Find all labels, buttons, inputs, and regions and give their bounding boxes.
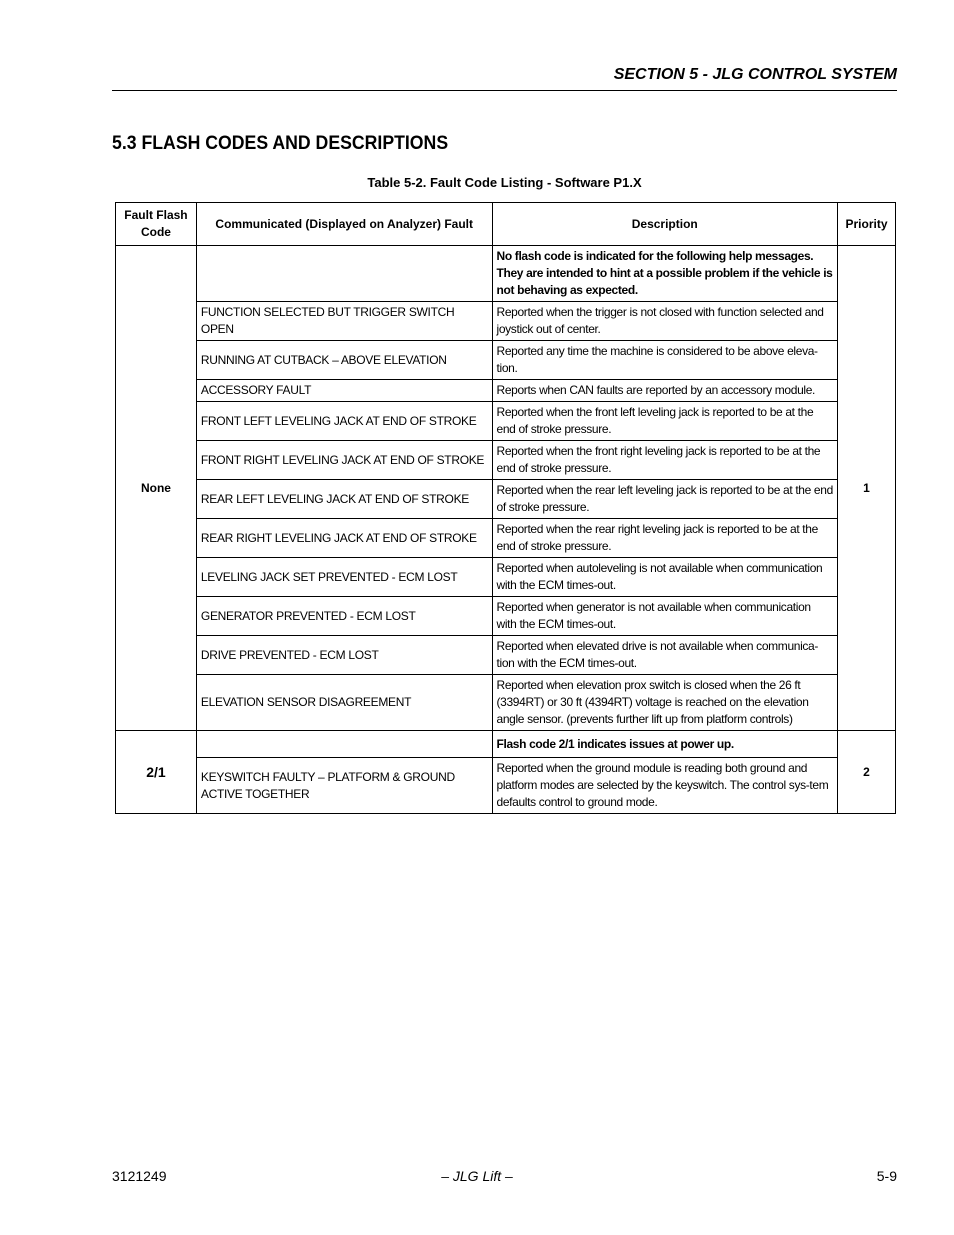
- section-header-text: SECTION 5 - JLG CONTROL SYSTEM: [613, 66, 897, 83]
- description-cell: Reported when generator is not available when communication with the ECM times-out.: [492, 597, 837, 636]
- fault-cell: [196, 731, 492, 758]
- description-cell: Reported any time the machine is considered to be above eleva-tion.: [492, 341, 837, 380]
- table-row: [116, 441, 896, 480]
- description-cell: No flash code is indicated for the following help messages. They are intended to hint at a possible problem if the vehicle is not behaving as expected.: [492, 246, 837, 302]
- table-row: [116, 758, 896, 814]
- description-cell: Reported when elevation prox switch is closed when the 26 ft (3394RT) or 30 ft (4394RT) voltage is reached on the elevation angle sensor. (prevents further lift up from platform controls): [492, 675, 837, 731]
- table-row: [116, 341, 896, 380]
- page-header: [112, 62, 897, 91]
- table-row: [116, 597, 896, 636]
- fault-cell: FRONT RIGHT LEVELING JACK AT END OF STROKE: [196, 441, 492, 480]
- table-row: [116, 380, 896, 402]
- fault-cell: LEVELING JACK SET PREVENTED - ECM LOST: [196, 558, 492, 597]
- table-row: [116, 402, 896, 441]
- fault-flash-code-cell: None: [116, 246, 197, 731]
- fault-cell: RUNNING AT CUTBACK – ABOVE ELEVATION: [196, 341, 492, 380]
- table-caption: Table 5-2. Fault Code Listing - Software P1.X: [367, 175, 642, 190]
- section-title: 5.3 FLASH CODES AND DESCRIPTIONS: [112, 133, 449, 154]
- footer-publisher: – JLG Lift –: [441, 1168, 513, 1184]
- table-row: [116, 636, 896, 675]
- priority-cell: 2: [837, 731, 895, 814]
- description-cell: Flash code 2/1 indicates issues at power up.: [492, 731, 837, 758]
- fault-cell: FRONT LEFT LEVELING JACK AT END OF STROKE: [196, 402, 492, 441]
- description-cell: Reported when the trigger is not closed with function selected and joystick out of center.: [492, 302, 837, 341]
- priority-cell: 1: [837, 246, 895, 731]
- fault-flash-code-cell: 2/1: [116, 731, 197, 814]
- fault-cell: ACCESSORY FAULT: [196, 380, 492, 402]
- header-communicated-fault: Communicated (Displayed on Analyzer) Fault: [196, 203, 492, 246]
- fault-cell: ELEVATION SENSOR DISAGREEMENT: [196, 675, 492, 731]
- header-description: Description: [492, 203, 837, 246]
- table-row: [116, 519, 896, 558]
- footer-page-number: 5-9: [876, 1168, 897, 1184]
- fault-cell: KEYSWITCH FAULTY – PLATFORM & GROUND ACTIVE TOGETHER: [196, 758, 492, 814]
- fault-cell: REAR RIGHT LEVELING JACK AT END OF STROKE: [196, 519, 492, 558]
- fault-cell: FUNCTION SELECTED BUT TRIGGER SWITCH OPEN: [196, 302, 492, 341]
- table-row: [116, 558, 896, 597]
- fault-cell: REAR LEFT LEVELING JACK AT END OF STROKE: [196, 480, 492, 519]
- fault-cell: DRIVE PREVENTED - ECM LOST: [196, 636, 492, 675]
- description-cell: Reported when the rear left leveling jack is reported to be at the end of stroke pressure.: [492, 480, 837, 519]
- table-row: [116, 731, 896, 758]
- table-row: [116, 246, 896, 302]
- header-fault-flash-code: Fault Flash Code: [116, 203, 197, 246]
- description-cell: Reported when autoleveling is not available when communication with the ECM times-out.: [492, 558, 837, 597]
- fault-code-table: [115, 202, 896, 814]
- description-cell: Reports when CAN faults are reported by an accessory module.: [492, 380, 837, 402]
- fault-cell: GENERATOR PREVENTED - ECM LOST: [196, 597, 492, 636]
- table-header-row: [116, 203, 896, 246]
- header-priority: Priority: [837, 203, 895, 246]
- description-cell: Reported when the rear right leveling jack is reported to be at the end of stroke pressure.: [492, 519, 837, 558]
- description-cell: Reported when the front left leveling jack is reported to be at the end of stroke pressure.: [492, 402, 837, 441]
- table-row: [116, 480, 896, 519]
- fault-cell: [196, 246, 492, 302]
- description-cell: Reported when the front right leveling jack is reported to be at the end of stroke pressure.: [492, 441, 837, 480]
- description-cell: Reported when elevated drive is not available when communica-tion with the ECM times-out.: [492, 636, 837, 675]
- description-cell: Reported when the ground module is reading both ground and platform modes are selected by the keyswitch. The control sys-tem defaults control to ground mode.: [492, 758, 837, 814]
- table-row: [116, 675, 896, 731]
- footer-doc-number: 3121249: [112, 1168, 167, 1184]
- table-row: [116, 302, 896, 341]
